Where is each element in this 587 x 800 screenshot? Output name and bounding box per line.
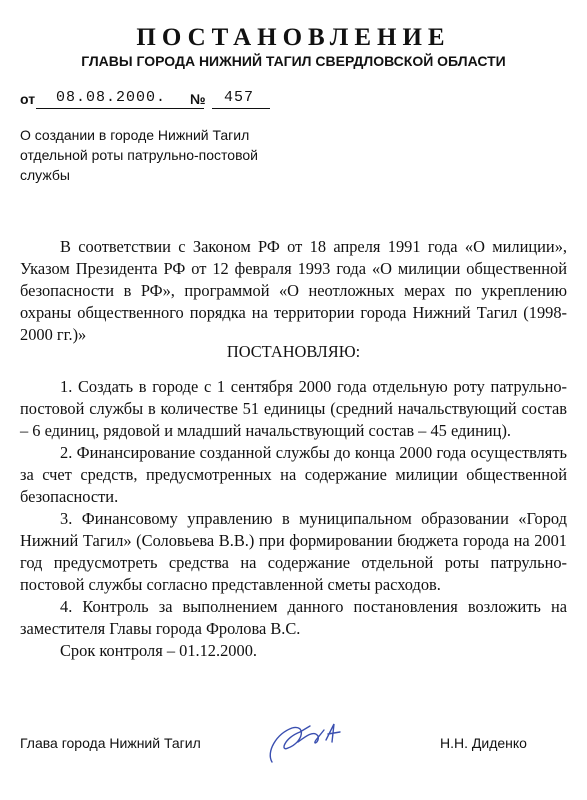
decree-item-4: 4. Контроль за выполнением данного постановления возложить на заместителя Главы города Фролова В.С. xyxy=(20,597,567,638)
decree-items xyxy=(20,376,567,662)
document-title: ПОСТАНОВЛЕНИЕ xyxy=(136,24,451,51)
subject-line: отдельной роты патрульно-постовой xyxy=(20,147,258,163)
decree-item-1: 1. Создать в городе с 1 сентября 2000 года отдельную роту патрульно-постовой службы в количестве 51 единицы (средний начальствующий состав – 6 единиц, рядовой и младший начальствующий состав – 45 единиц). xyxy=(20,377,567,440)
signatory-position: Глава города Нижний Тагил xyxy=(20,735,201,751)
decree-item-2: 2. Финансирование созданной службы до конца 2000 года осуществлять за счет средств, предусмотренных на содержание милиции общественной безопасности. xyxy=(20,443,567,506)
preamble-paragraph: В соответствии с Законом РФ от 18 апреля 1991 года «О милиции», Указом Президента РФ от 12 февраля 1993 года «О милиции общественной безопасности в РФ», программой «О неотложных мерах по укреплению охраны общественного порядка на территории города Нижний Тагил (1998-2000 гг.)» xyxy=(20,237,567,344)
handwritten-signature xyxy=(262,712,352,770)
number-label: № xyxy=(190,91,206,107)
document-subtitle: ГЛАВЫ ГОРОДА НИЖНИЙ ТАГИЛ СВЕРДЛОВСКОЙ ОБЛАСТИ xyxy=(81,53,506,69)
control-deadline: Срок контроля – 01.12.2000. xyxy=(60,641,257,660)
date-label: от xyxy=(20,91,36,107)
number-underline xyxy=(212,108,270,109)
signatory-name: Н.Н. Диденко xyxy=(440,735,527,751)
subject-line: службы xyxy=(20,167,70,183)
decree-item-3: 3. Финансовому управлению в муниципальном образовании «Город Нижний Тагил» (Соловьева В.В.) при формировании бюджета города на 2001 год предусмотреть средства на содержание отдельной роты патрульно-постовой службы согласно представленной сметы расходов. xyxy=(20,509,567,594)
subject-line: О создании в городе Нижний Тагил xyxy=(20,127,250,143)
date-value: 08.08.2000. xyxy=(56,89,167,106)
preamble xyxy=(20,236,567,346)
document-subject xyxy=(20,125,300,185)
date-underline xyxy=(36,108,204,109)
decree-word: ПОСТАНОВЛЯЮ: xyxy=(226,342,361,361)
number-value: 457 xyxy=(224,89,255,106)
